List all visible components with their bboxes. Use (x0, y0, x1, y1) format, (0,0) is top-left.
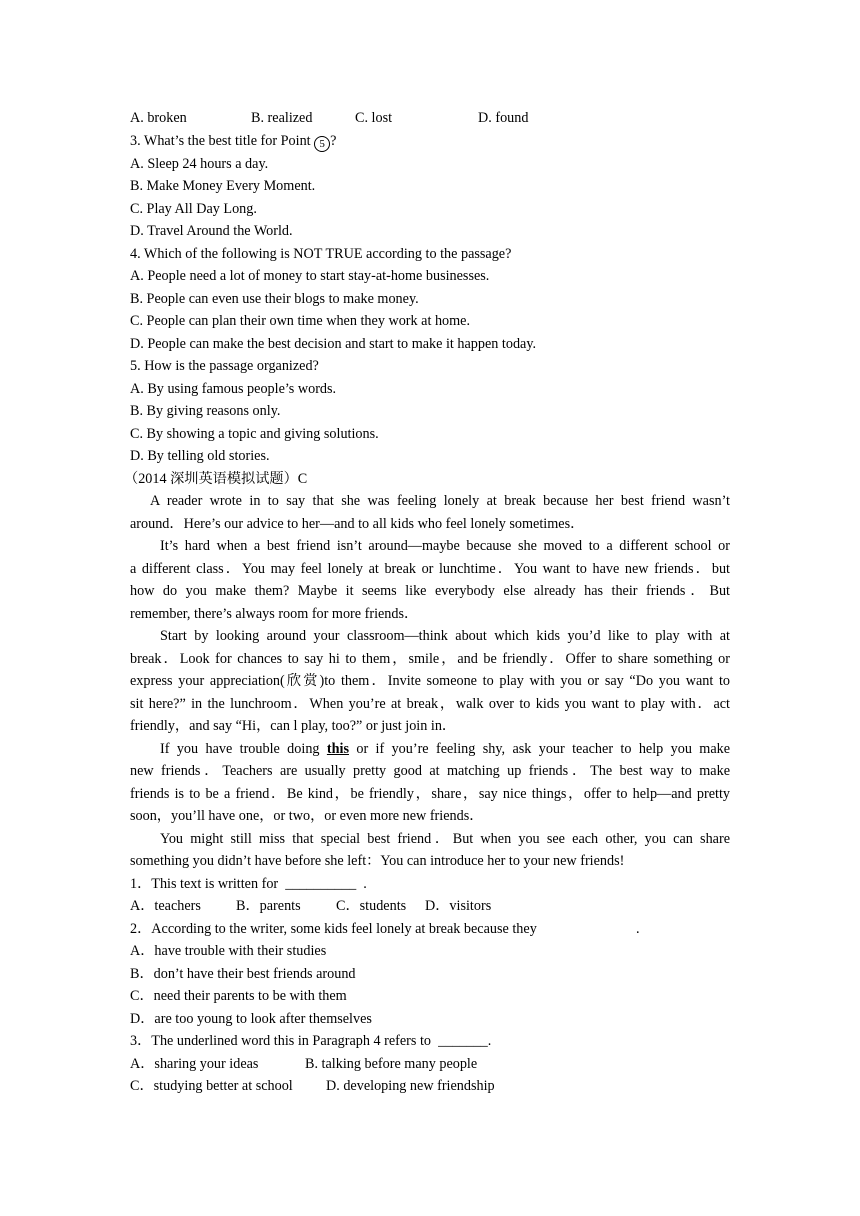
passage-line: soon，you’ll have one，or two，or even more new friends． (130, 808, 484, 824)
passage-line: Start by looking around your classroom—think about which kids you’d like to play with at (160, 628, 730, 644)
q3-stem: 3. What’s the best title for Point 5 ? (130, 133, 337, 150)
c2-option-c: C．need their parents to be with them (130, 988, 347, 1004)
c1-stem: 1．This text is written for __________ . (130, 876, 367, 892)
q4-option-b: B. People can even use their blogs to make money. (130, 291, 419, 307)
passage-line: break．Look for chances to say hi to them，smile，and be friendly．Offer to share something or (130, 651, 730, 667)
q2-option-b: B. realized (251, 110, 313, 126)
q5-option-d: D. By telling old stories. (130, 448, 270, 464)
section-title: （2014 深圳英语模拟试题）C (124, 471, 308, 487)
passage-line: around．Here’s our advice to her—and to all kids who feel lonely sometimes． (130, 516, 585, 532)
c2-option-d: D．are too young to look after themselves (130, 1011, 372, 1027)
q5-option-b: B. By giving reasons only. (130, 403, 281, 419)
circled-number: 5 (314, 136, 330, 152)
c2-stem-end: . (636, 921, 640, 937)
q2-option-d: D. found (478, 110, 529, 126)
q3-option-d: D. Travel Around the World. (130, 223, 293, 239)
passage-line: express your appreciation(欣赏)to them．Invite someone to play with you or say “Do you want to (130, 673, 730, 689)
q3-option-a: A. Sleep 24 hours a day. (130, 156, 269, 172)
passage-line: how do you make them? Maybe it seems like everybody else already has their friends．But (130, 583, 730, 599)
c2-option-a: A．have trouble with their studies (130, 943, 327, 959)
c1-option-d: D．visitors (425, 898, 492, 914)
passage-line: It’s hard when a best friend isn’t around—maybe because she moved to a different school or (160, 538, 730, 554)
passage-line: new friends．Teachers are usually pretty good at matching up friends．The best way to make (130, 763, 730, 779)
passage-line: You might still miss that special best friend．But when you see each other, you can share (160, 831, 730, 847)
c3-option-d: D. developing new friendship (326, 1078, 495, 1094)
c3-option-a: A．sharing your ideas (130, 1056, 259, 1072)
q3-option-c: C. Play All Day Long. (130, 201, 257, 217)
q5-stem: 5. How is the passage organized? (130, 358, 319, 374)
c3-stem: 3．The underlined word this in Paragraph 4 refers to _______. (130, 1033, 492, 1049)
c1-option-c: C．students (336, 898, 407, 914)
passage-line: friends is to be a friend．Be kind，be friendly，share，say nice things，offer to help—and pretty (130, 786, 730, 802)
c3-option-c: C．studying better at school (130, 1078, 293, 1094)
underlined-word: this (326, 741, 349, 757)
q4-option-d: D. People can make the best decision and start to make it happen today. (130, 336, 537, 352)
q4-option-a: A. People need a lot of money to start stay-at-home businesses. (130, 268, 490, 284)
q4-option-c: C. People can plan their own time when they work at home. (130, 313, 471, 329)
passage-line: friendly，and say “Hi，can l play, too?” or just join in． (130, 718, 457, 734)
c1-option-b: B．parents (236, 898, 301, 914)
passage-line: sit here?” in the lunchroom．When you’re at break，walk over to kids you want to play with．act (130, 696, 730, 712)
passage-line: something you didn’t have before she left：You can introduce her to your new friends! (130, 853, 625, 869)
q5-option-a: A. By using famous people’s words. (130, 381, 337, 397)
q3-option-b: B. Make Money Every Moment. (130, 178, 316, 194)
c1-option-a: A．teachers (130, 898, 201, 914)
passage-line: a different class．You may feel lonely at break or lunchtime．You want to have new friends．but (130, 561, 730, 577)
c3-option-b: B. talking before many people (305, 1056, 478, 1072)
passage-line: If you have trouble doing this or if you’re feeling shy, ask your teacher to help you make (160, 741, 731, 757)
c2-stem: 2．According to the writer, some kids feel lonely at break because they (130, 921, 537, 937)
passage-line: A reader wrote in to say that she was feeling lonely at break because her best friend wasn’t (150, 493, 730, 509)
q4-stem: 4. Which of the following is NOT TRUE according to the passage? (130, 246, 512, 262)
passage-line: remember, there’s always room for more friends． (130, 606, 419, 622)
q2-option-a: A. broken (130, 110, 187, 126)
q5-option-c: C. By showing a topic and giving solutions. (130, 426, 379, 442)
c2-option-b: B．don’t have their best friends around (130, 966, 356, 982)
q2-option-c: C. lost (355, 110, 393, 126)
